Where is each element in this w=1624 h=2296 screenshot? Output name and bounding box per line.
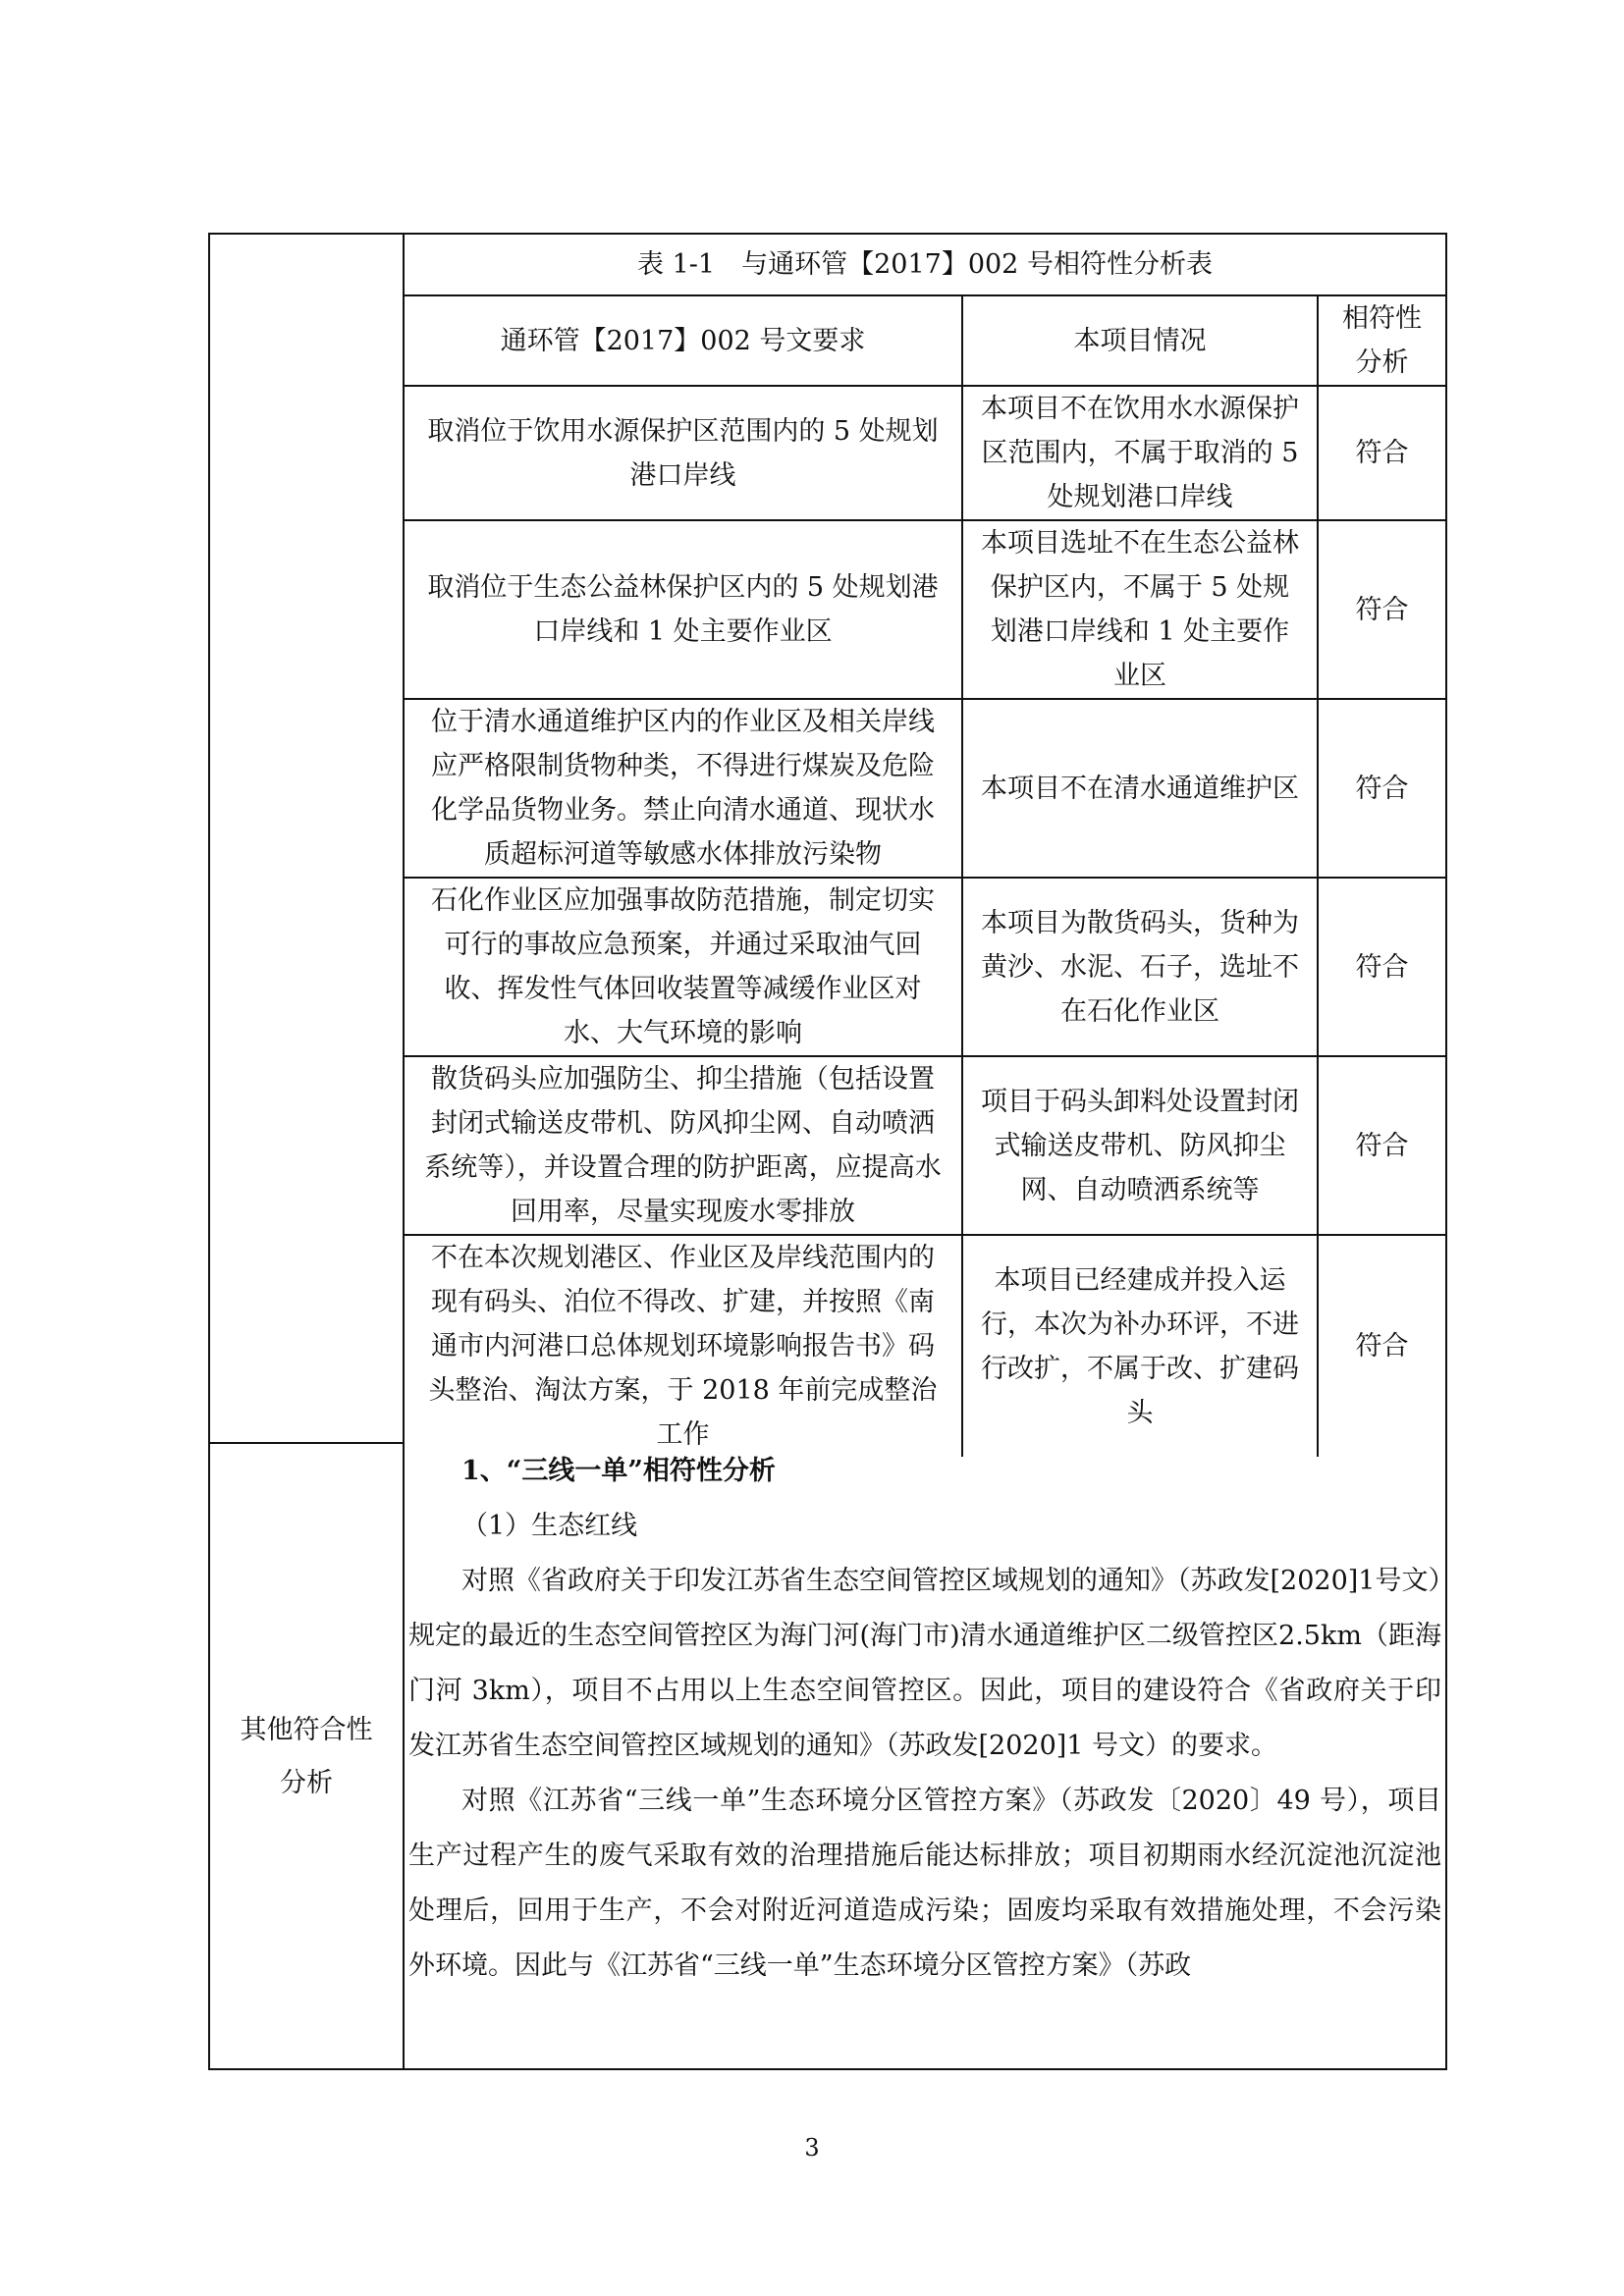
paragraph-three-lines-one-list: 对照《江苏省“三线一单”生态环境分区管控方案》（苏政发〔2020〕49 号），项目生产过程产生的废气采取有效的治理措施后能达标排放；项目初期雨水经沉淀池沉淀池处理后，回用于生产，不会对附近河道造成污染；固废均采取有效措施处理，不会污染外环境。因此与《江苏省“三线一单”生态环境分区管控方案》（苏政 <box>408 1786 1441 1981</box>
table-row <box>405 1235 1445 1457</box>
row-project-status: 本项目已经建成并投入运行，本次为补办环评，不进行改扩，不属于改、扩建码头 <box>962 1235 1318 1457</box>
table-row <box>405 520 1445 699</box>
left-column-label-cell <box>210 1444 405 2070</box>
row-requirement: 散货码头应加强防尘、抑尘措施（包括设置封闭式输送皮带机、防风抑尘网、自动喷洒系统等），并设置合理的防护距离，应提高水回用率，尽量实现废水零排放 <box>405 1056 962 1235</box>
header-project-status: 本项目情况 <box>962 295 1318 386</box>
row-project-status: 本项目不在清水通道维护区 <box>962 699 1318 878</box>
table-row <box>405 1056 1445 1235</box>
compliance-table <box>405 235 1445 1457</box>
row-requirement: 取消位于饮用水源保护区范围内的 5 处规划港口岸线 <box>405 386 962 520</box>
row-result: 符合 <box>1318 1056 1445 1235</box>
page-frame <box>208 233 1447 2070</box>
header-compliance: 相符性分析 <box>1318 295 1445 386</box>
section-title: 1、“三线一单”相符性分析 <box>461 1456 776 1486</box>
row-requirement: 位于清水通道维护区内的作业区及相关岸线应严格限制货物种类，不得进行煤炭及危险化学品货物业务。禁止向清水通道、现状水质超标河道等敏感水体排放污染物 <box>405 699 962 878</box>
row-requirement: 不在本次规划港区、作业区及岸线范围内的现有码头、泊位不得改、扩建，并按照《南通市内河港口总体规划环境影响报告书》码头整治、淘汰方案，于 2018 年前完成整治工作 <box>405 1235 962 1457</box>
compliance-table-area <box>405 235 1445 1450</box>
table-row <box>405 699 1445 878</box>
analysis-body <box>405 1444 1445 2070</box>
subsection-title: （1）生态红线 <box>461 1511 638 1541</box>
row-result: 符合 <box>1318 520 1445 699</box>
row-project-status: 本项目不在饮用水水源保护区范围内，不属于取消的 5 处规划港口岸线 <box>962 386 1318 520</box>
row-project-status: 本项目为散货码头，货种为黄沙、水泥、石子，选址不在石化作业区 <box>962 878 1318 1056</box>
left-column-blank <box>210 235 405 1444</box>
row-requirement: 石化作业区应加强事故防范措施，制定切实可行的事故应急预案，并通过采取油气回收、挥发性气体回收装置等减缓作业区对水、大气环境的影响 <box>405 878 962 1056</box>
page-number: 3 <box>804 2134 820 2162</box>
row-project-status: 本项目选址不在生态公益林保护区内，不属于 5 处规划港口岸线和 1 处主要作业区 <box>962 520 1318 699</box>
left-label: 其他符合性分析 <box>240 1715 373 1798</box>
table-row <box>405 386 1445 520</box>
header-requirement: 通环管【2017】002 号文要求 <box>405 295 962 386</box>
table-row <box>405 878 1445 1056</box>
row-result: 符合 <box>1318 1235 1445 1457</box>
table-caption: 表 1-1 与通环管【2017】002 号相符性分析表 <box>405 235 1445 295</box>
row-project-status: 项目于码头卸料处设置封闭式输送皮带机、防风抑尘网、自动喷洒系统等 <box>962 1056 1318 1235</box>
row-result: 符合 <box>1318 699 1445 878</box>
row-requirement: 取消位于生态公益林保护区内的 5 处规划港口岸线和 1 处主要作业区 <box>405 520 962 699</box>
row-result: 符合 <box>1318 878 1445 1056</box>
paragraph-ecological-redline: 对照《省政府关于印发江苏省生态空间管控区域规划的通知》（苏政发[2020]1号文）规定的最近的生态空间管控区为海门河(海门市)清水通道维护区二级管控区2.5km（距海门河 3km），项目不占用以上生态空间管控区。因此，项目的建设符合《省政府关于印发江苏省生态空间管控区域规划的通知》（苏政发[2020]1 号文）的要求。 <box>408 1566 1441 1761</box>
row-result: 符合 <box>1318 386 1445 520</box>
